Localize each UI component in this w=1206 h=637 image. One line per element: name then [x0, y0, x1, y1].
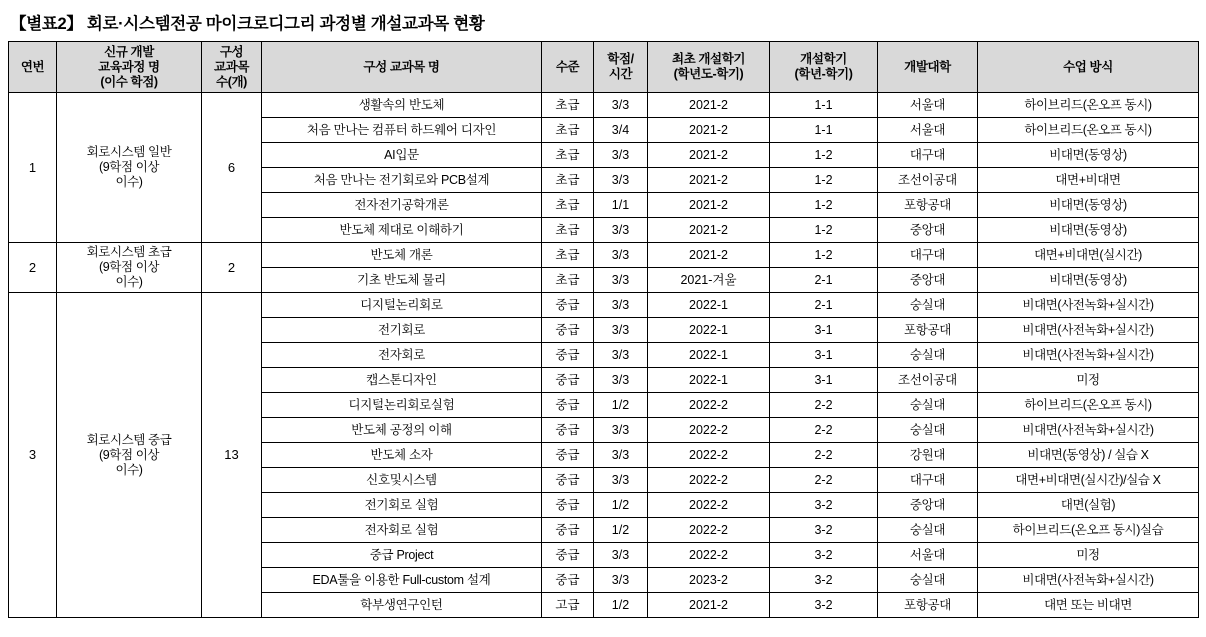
cell-method: 대면 또는 비대면: [978, 593, 1199, 618]
cell-first-term: 2021-2: [648, 243, 770, 268]
table-row: [9, 243, 1199, 268]
group-program-name: 회로시스템 일반 (9학점 이상 이수): [57, 93, 202, 243]
cell-course-name: 처음 만나는 컴퓨터 하드웨어 디자인: [262, 118, 542, 143]
cell-level: 고급: [542, 593, 594, 618]
cell-level: 중급: [542, 343, 594, 368]
header-text: (학년도-학기): [673, 67, 744, 81]
cell-university: 서울대: [878, 543, 978, 568]
cell-course-name: 반도체 제대로 이해하기: [262, 218, 542, 243]
cell-open-term: 2-1: [770, 293, 878, 318]
group-program-name: 회로시스템 초급 (9학점 이상 이수): [57, 243, 202, 293]
table-row: [9, 293, 1199, 318]
header-text: 교과목: [213, 59, 250, 74]
header-row: [9, 42, 1199, 93]
cell-credit: 3/3: [594, 368, 648, 393]
cell-course-name: 디지털논리회로실험: [262, 393, 542, 418]
cell-level: 초급: [542, 118, 594, 143]
cell-course-name: 생활속의 반도체: [262, 93, 542, 118]
cell-method: 하이브리드(온오프 동시): [978, 118, 1199, 143]
cell-credit: 3/3: [594, 143, 648, 168]
cell-credit: 3/3: [594, 168, 648, 193]
cell-open-term: 3-1: [770, 343, 878, 368]
group-course-count: 2: [202, 243, 262, 293]
cell-method: 비대면(동영상): [978, 268, 1199, 293]
group-number: 3: [9, 293, 57, 618]
cell-course-name: 기초 반도체 물리: [262, 268, 542, 293]
cell-level: 중급: [542, 443, 594, 468]
group-number: 2: [9, 243, 57, 293]
cell-credit: 3/3: [594, 443, 648, 468]
cell-level: 중급: [542, 293, 594, 318]
cell-method: 대면+비대면(실시간): [978, 243, 1199, 268]
cell-method: 비대면(동영상): [978, 218, 1199, 243]
header-text: 교육과정 명: [98, 59, 160, 74]
cell-method: 비대면(사전녹화+실시간): [978, 318, 1199, 343]
table-row: [9, 93, 1199, 118]
group-course-count: 13: [202, 293, 262, 618]
table-body: [9, 93, 1199, 618]
cell-open-term: 3-1: [770, 368, 878, 393]
cell-university: 서울대: [878, 93, 978, 118]
cell-credit: 1/2: [594, 593, 648, 618]
header-text: 신규 개발: [104, 44, 154, 59]
cell-university: 서울대: [878, 118, 978, 143]
cell-first-term: 2021-2: [648, 593, 770, 618]
cell-open-term: 2-2: [770, 443, 878, 468]
group-course-count: 6: [202, 93, 262, 243]
cell-open-term: 3-2: [770, 568, 878, 593]
cell-course-name: 학부생연구인턴: [262, 593, 542, 618]
cell-first-term: 2022-2: [648, 393, 770, 418]
cell-open-term: 3-2: [770, 543, 878, 568]
header-text: 수준: [555, 59, 580, 74]
header-text: (학년-학기): [794, 67, 853, 81]
cell-course-name: 처음 만나는 전기회로와 PCB설계: [262, 168, 542, 193]
cell-level: 중급: [542, 518, 594, 543]
cell-university: 숭실대: [878, 568, 978, 593]
cell-level: 초급: [542, 168, 594, 193]
header-text: 시간: [608, 67, 633, 81]
cell-method: 하이브리드(온오프 동시): [978, 93, 1199, 118]
cell-open-term: 2-2: [770, 393, 878, 418]
col-header-course-name: [262, 42, 542, 93]
cell-credit: 3/3: [594, 568, 648, 593]
cell-open-term: 1-2: [770, 243, 878, 268]
cell-credit: 3/3: [594, 418, 648, 443]
group-program-name: 회로시스템 중급 (9학점 이상 이수): [57, 293, 202, 618]
cell-first-term: 2022-1: [648, 343, 770, 368]
cell-first-term: 2022-1: [648, 368, 770, 393]
cell-course-name: 전자회로 실험: [262, 518, 542, 543]
cell-first-term: 2022-2: [648, 543, 770, 568]
col-header-credit: [594, 42, 648, 93]
cell-open-term: 1-1: [770, 118, 878, 143]
cell-course-name: EDA툴을 이용한 Full-custom 설계: [262, 568, 542, 593]
cell-open-term: 1-2: [770, 218, 878, 243]
cell-university: 대구대: [878, 243, 978, 268]
cell-first-term: 2021-2: [648, 118, 770, 143]
cell-first-term: 2022-2: [648, 468, 770, 493]
cell-university: 포항공대: [878, 593, 978, 618]
cell-credit: 3/3: [594, 468, 648, 493]
cell-credit: 3/3: [594, 93, 648, 118]
header-text: 수(개): [216, 74, 247, 89]
cell-open-term: 3-1: [770, 318, 878, 343]
cell-first-term: 2022-2: [648, 443, 770, 468]
cell-method: 비대면(동영상) / 실습 X: [978, 443, 1199, 468]
cell-open-term: 1-2: [770, 193, 878, 218]
header-text: 수업 방식: [1063, 59, 1113, 74]
cell-level: 중급: [542, 318, 594, 343]
cell-credit: 3/3: [594, 218, 648, 243]
header-text: 개설학기: [800, 52, 847, 66]
cell-method: 하이브리드(온오프 동시): [978, 393, 1199, 418]
cell-level: 중급: [542, 368, 594, 393]
cell-credit: 1/2: [594, 518, 648, 543]
header-text: 구성: [219, 44, 244, 59]
cell-open-term: 3-2: [770, 493, 878, 518]
cell-credit: 3/4: [594, 118, 648, 143]
cell-credit: 3/3: [594, 318, 648, 343]
col-header-program-name: [57, 42, 202, 93]
cell-open-term: 1-2: [770, 143, 878, 168]
header-text: 구성 교과목 명: [363, 59, 440, 74]
cell-level: 초급: [542, 243, 594, 268]
col-header-first-term: [648, 42, 770, 93]
cell-university: 중앙대: [878, 493, 978, 518]
page-title: 【별표2】 회로·시스템전공 마이크로디그리 과정별 개설교과목 현황: [10, 15, 485, 33]
cell-first-term: 2022-2: [648, 418, 770, 443]
cell-method: 비대면(사전녹화+실시간): [978, 418, 1199, 443]
cell-level: 초급: [542, 143, 594, 168]
header-text: 개발대학: [904, 59, 951, 74]
cell-first-term: 2021-겨울: [648, 268, 770, 293]
cell-level: 중급: [542, 543, 594, 568]
header-text: 연번: [20, 59, 45, 74]
cell-university: 강원대: [878, 443, 978, 468]
group-number: 1: [9, 93, 57, 243]
cell-first-term: 2021-2: [648, 218, 770, 243]
cell-university: 포항공대: [878, 193, 978, 218]
cell-course-name: 반도체 소자: [262, 443, 542, 468]
cell-course-name: 중급 Project: [262, 543, 542, 568]
cell-level: 초급: [542, 93, 594, 118]
cell-credit: 1/2: [594, 393, 648, 418]
cell-university: 숭실대: [878, 418, 978, 443]
cell-first-term: 2021-2: [648, 143, 770, 168]
cell-university: 숭실대: [878, 293, 978, 318]
cell-credit: 3/3: [594, 343, 648, 368]
cell-university: 중앙대: [878, 268, 978, 293]
cell-level: 초급: [542, 218, 594, 243]
header-text: (이수 학점): [100, 74, 158, 89]
cell-first-term: 2021-2: [648, 168, 770, 193]
col-header-open-term: [770, 42, 878, 93]
cell-credit: 3/3: [594, 293, 648, 318]
cell-level: 초급: [542, 193, 594, 218]
cell-course-name: 전자전기공학개론: [262, 193, 542, 218]
cell-first-term: 2022-2: [648, 518, 770, 543]
cell-university: 중앙대: [878, 218, 978, 243]
cell-level: 중급: [542, 418, 594, 443]
cell-university: 숭실대: [878, 343, 978, 368]
cell-credit: 1/2: [594, 493, 648, 518]
cell-course-name: 신호및시스템: [262, 468, 542, 493]
col-header-no: [9, 42, 57, 93]
cell-level: 중급: [542, 468, 594, 493]
col-header-method: [978, 42, 1199, 93]
cell-first-term: 2022-1: [648, 293, 770, 318]
cell-open-term: 3-2: [770, 593, 878, 618]
cell-method: 하이브리드(온오프 동시)실습: [978, 518, 1199, 543]
cell-method: 대면+비대면(실시간)/실습 X: [978, 468, 1199, 493]
cell-course-name: 전기회로 실험: [262, 493, 542, 518]
cell-open-term: 2-1: [770, 268, 878, 293]
cell-first-term: 2021-2: [648, 193, 770, 218]
col-header-university: [878, 42, 978, 93]
cell-method: 비대면(사전녹화+실시간): [978, 293, 1199, 318]
col-header-level: [542, 42, 594, 93]
cell-credit: 1/1: [594, 193, 648, 218]
cell-open-term: 1-1: [770, 93, 878, 118]
cell-open-term: 3-2: [770, 518, 878, 543]
cell-credit: 3/3: [594, 543, 648, 568]
cell-first-term: 2022-2: [648, 493, 770, 518]
cell-method: 미정: [978, 543, 1199, 568]
curriculum-table: [8, 41, 1199, 618]
cell-university: 조선이공대: [878, 368, 978, 393]
cell-open-term: 2-2: [770, 418, 878, 443]
header-text: 최초 개설학기: [671, 52, 746, 66]
cell-credit: 3/3: [594, 268, 648, 293]
cell-first-term: 2022-1: [648, 318, 770, 343]
cell-open-term: 2-2: [770, 468, 878, 493]
cell-first-term: 2023-2: [648, 568, 770, 593]
cell-university: 숭실대: [878, 518, 978, 543]
cell-university: 포항공대: [878, 318, 978, 343]
cell-university: 조선이공대: [878, 168, 978, 193]
cell-level: 중급: [542, 493, 594, 518]
cell-course-name: 디지털논리회로: [262, 293, 542, 318]
cell-university: 숭실대: [878, 393, 978, 418]
cell-method: 대면(실험): [978, 493, 1199, 518]
cell-university: 대구대: [878, 468, 978, 493]
cell-level: 중급: [542, 568, 594, 593]
table-header: [9, 42, 1199, 93]
cell-method: 비대면(동영상): [978, 143, 1199, 168]
cell-course-name: 전자회로: [262, 343, 542, 368]
cell-method: 비대면(사전녹화+실시간): [978, 568, 1199, 593]
cell-university: 대구대: [878, 143, 978, 168]
cell-level: 중급: [542, 393, 594, 418]
header-text: 학점/: [607, 52, 634, 66]
cell-course-name: 반도체 개론: [262, 243, 542, 268]
cell-course-name: 전기회로: [262, 318, 542, 343]
cell-course-name: 캡스톤디자인: [262, 368, 542, 393]
cell-method: 대면+비대면: [978, 168, 1199, 193]
cell-course-name: 반도체 공정의 이해: [262, 418, 542, 443]
cell-method: 비대면(동영상): [978, 193, 1199, 218]
cell-method: 미정: [978, 368, 1199, 393]
cell-credit: 3/3: [594, 243, 648, 268]
cell-open-term: 1-2: [770, 168, 878, 193]
col-header-course-count: [202, 42, 262, 93]
cell-first-term: 2021-2: [648, 93, 770, 118]
cell-course-name: AI입문: [262, 143, 542, 168]
cell-method: 비대면(사전녹화+실시간): [978, 343, 1199, 368]
cell-level: 초급: [542, 268, 594, 293]
